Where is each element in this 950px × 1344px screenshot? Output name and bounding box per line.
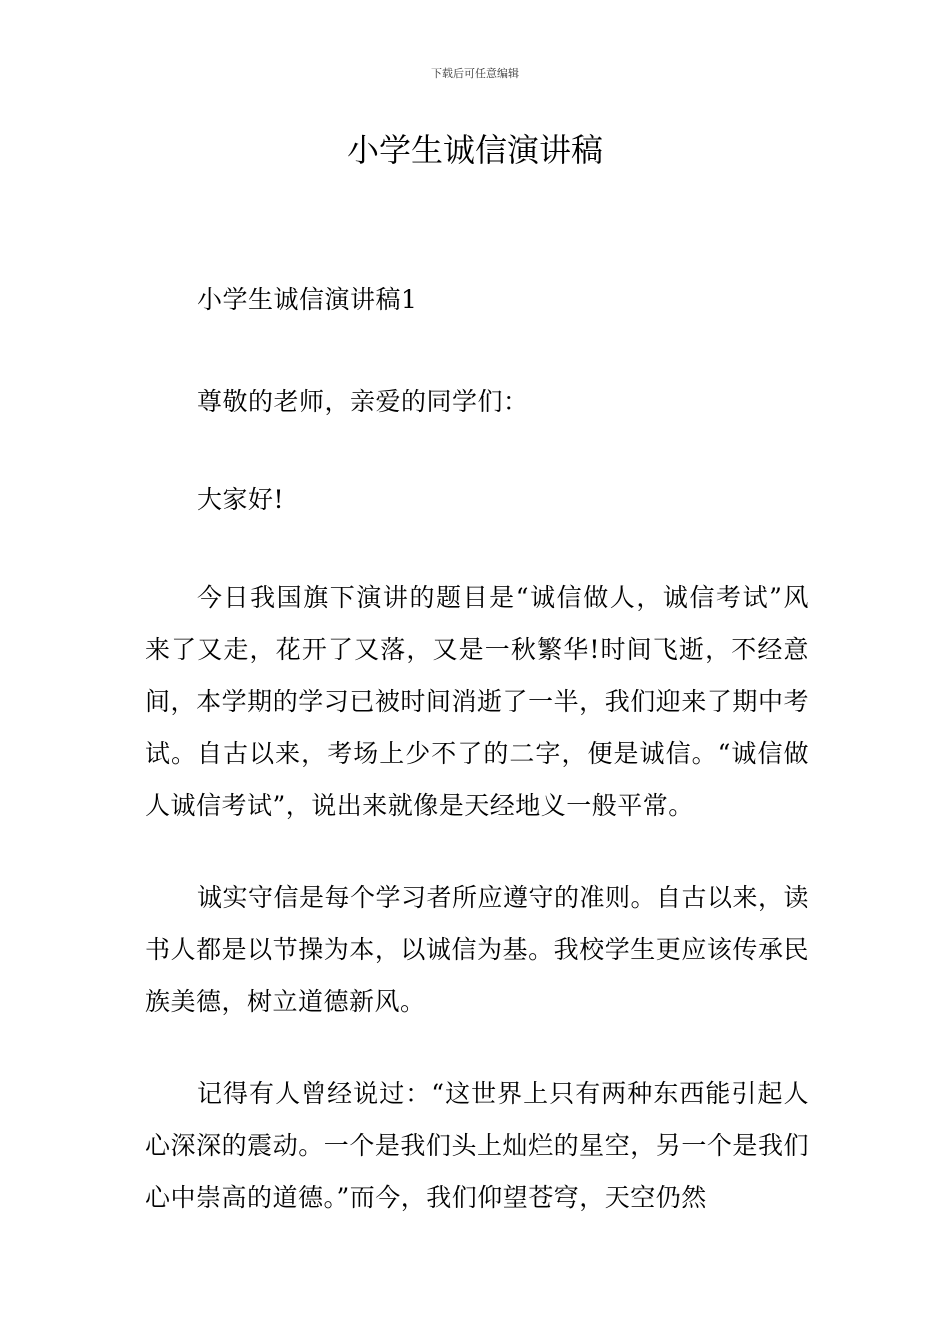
salutation: 尊敬的老师，亲爱的同学们： [197,387,529,416]
greeting: 大家好! [197,485,285,514]
document-title: 小学生诚信演讲稿 [346,131,603,169]
paragraph: 记得有人曾经说过：“这世界上只有两种东西能引起人心深深的震动。一个是我们头上灿烂的星空，另一个是我们心中崇高的道德。”而今，我们仰望苍穹，天空仍然 [145,1079,809,1212]
page-header-note: 下载后可任意编辑 [431,67,519,80]
paragraph: 诚实守信是每个学习者所应遵守的准则。自古以来，读书人都是以节操为本，以诚信为基。我校学生更应该传承民族美德，树立道德新风。 [145,883,810,1016]
paragraph: 今日我国旗下演讲的题目是“诚信做人，诚信考试”风来了又走，花开了又落，又是一秋繁华!时间飞逝，不经意间，本学期的学习已被时间消逝了一半，我们迎来了期中考试。自古以来，考场上少不了的二字，便是诚信。“诚信做人诚信考试”，说出来就像是天经地义一般平常。 [145,583,809,820]
section-heading: 小学生诚信演讲稿1 [197,285,418,314]
